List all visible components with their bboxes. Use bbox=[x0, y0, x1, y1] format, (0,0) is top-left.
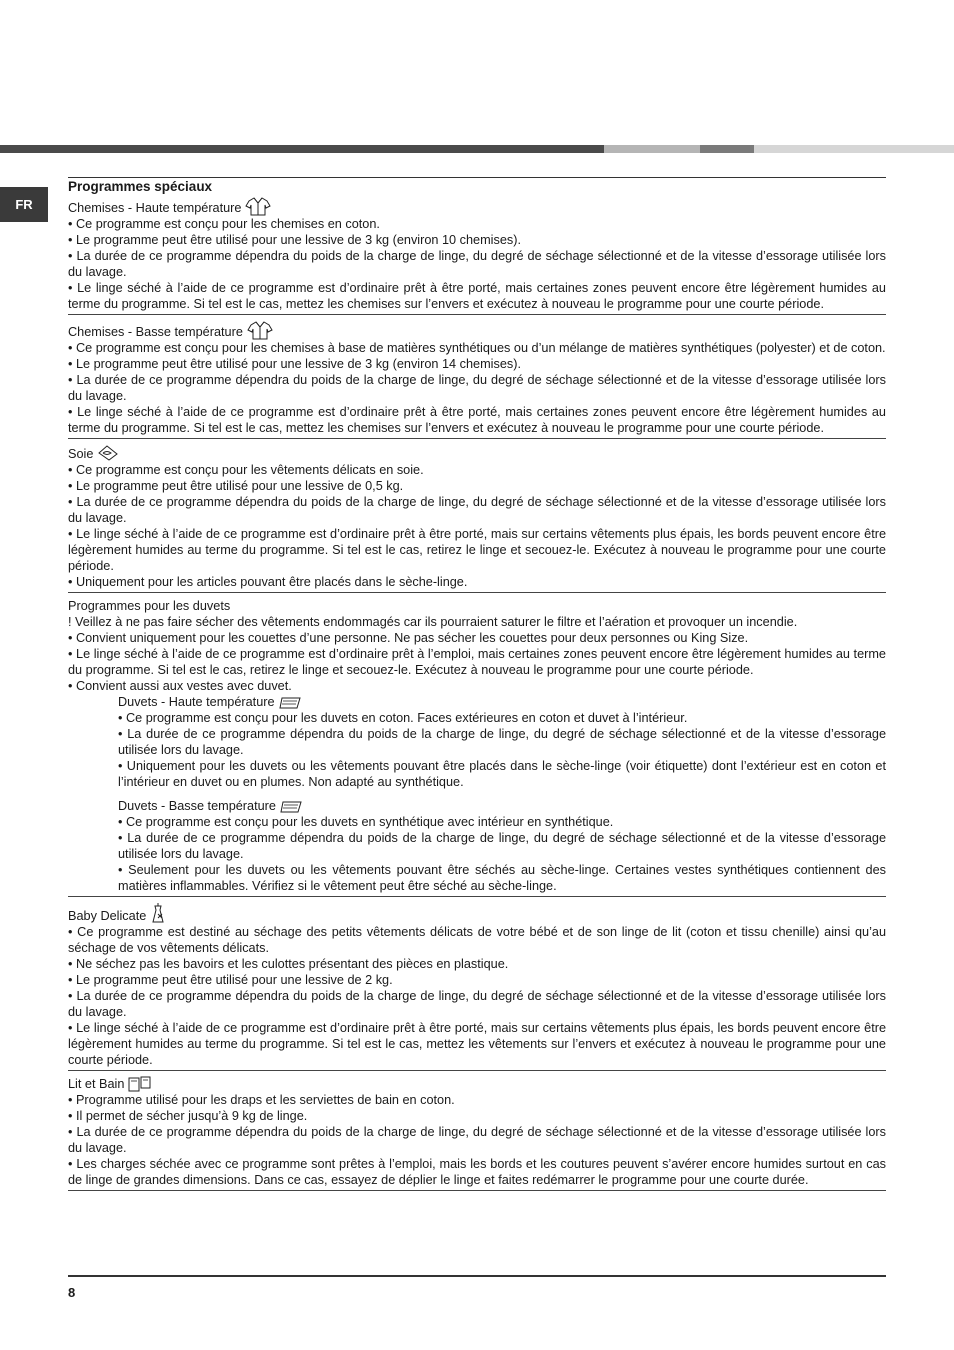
section-line: • Les charges séchée avec ce programme sont prêtes à l’emploi, mais les bords et les coutures peuvent s’avérer encore humides surtout en cas de linge de grandes dimensions. Dans ce cas, essayez de déplier le linge et faites redémarrer le programme pour une courte durée. bbox=[68, 1157, 886, 1187]
section-line: • Ce programme est conçu pour les vêtements délicats en soie. bbox=[68, 463, 424, 477]
section-line: • La durée de ce programme dépendra du poids de la charge de linge, du degré de séchage sélectionné et de la vitesse d’essorage utilisée lors du lavage. bbox=[68, 989, 886, 1019]
section-title: Baby Delicate bbox=[68, 909, 147, 923]
section-line: • Ne séchez pas les bavoirs et les culottes présentant des pièces en plastique. bbox=[68, 957, 509, 971]
warning-line: ! Veillez à ne pas faire sécher des vêtements endommagés car ils pourraient saturer le filtre et l’aération et provoquer un incendie. bbox=[68, 615, 798, 629]
header-color-bar bbox=[0, 145, 954, 153]
section-title: Chemises - Basse température bbox=[68, 325, 243, 339]
section-line: • La durée de ce programme dépendra du poids de la charge de linge, du degré de séchage sélectionné et de la vitesse d’essorage utilisée lors du lavage. bbox=[118, 727, 886, 757]
section-line: • Le programme peut être utilisé pour une lessive de 0,5 kg. bbox=[68, 479, 404, 493]
section-line: • Le linge séché à l’aide de ce programme est d’ordinaire prêt à l’emploi, mais certaines zones peuvent encore être légèrement humides au terme du programme. Si tel est le cas, retirez le linge et secouez-le. Exécutez à nouveau le programme pour une courte période. bbox=[68, 647, 886, 677]
section-title: Programmes pour les duvets bbox=[68, 599, 231, 613]
section-line: • Le programme peut être utilisé pour une lessive de 3 kg (environ 14 chemises). bbox=[68, 357, 521, 371]
footer-rule bbox=[68, 1275, 886, 1277]
section-line: • Uniquement pour les duvets ou les vêtements pouvant être placés dans le sèche-linge (voir étiquette) dont l’extérieur est en coton et l’intérieur en duvet ou en plumes. Non adapté au synthétique. bbox=[118, 759, 886, 789]
section-line: • Le linge séché à l’aide de ce programme est d’ordinaire prêt à être porté, mais certaines zones peuvent encore être légèrement humides au terme du programme. Si tel est le cas, mettez les chemises sur l’envers et exécutez à nouveau le programme pour une courte période. bbox=[68, 281, 886, 311]
duvet-icon bbox=[280, 800, 302, 814]
language-tab: FR bbox=[0, 187, 48, 222]
baby-bib-icon bbox=[150, 902, 166, 924]
section-baby-delicate bbox=[68, 902, 886, 1071]
section-title: Soie bbox=[68, 447, 94, 461]
subsection-duvets-basse bbox=[68, 798, 886, 894]
page-content bbox=[68, 177, 886, 1196]
shirt-icon bbox=[247, 320, 273, 340]
duvet-icon bbox=[279, 696, 301, 710]
section-line: • Convient aussi aux vestes avec duvet. bbox=[68, 679, 292, 693]
section-line: • Convient uniquement pour les couettes d’une personne. Ne pas sécher les couettes pour deux personnes ou King Size. bbox=[68, 631, 749, 645]
section-line: • La durée de ce programme dépendra du poids de la charge de linge, du degré de séchage sélectionné et de la vitesse d’essorage utilisée lors du lavage. bbox=[68, 495, 886, 525]
subsection-title: Duvets - Basse température bbox=[118, 799, 276, 813]
section-line: • Seulement pour les duvets ou les vêtements pouvant être séchés au sèche-linge. Certaines vestes synthétiques contiennent des matières inflammables. Vérifiez si le vêtement peut être séché au sèche-linge. bbox=[118, 863, 886, 893]
section-line: • La durée de ce programme dépendra du poids de la charge de linge, du degré de séchage sélectionné et de la vitesse d’essorage utilisée lors du lavage. bbox=[68, 373, 886, 403]
section-chemises-basse bbox=[68, 320, 886, 439]
section-line: • Le linge séché à l’aide de ce programme est d’ordinaire prêt à être porté, mais certaines zones peuvent encore être légèrement humides au terme du programme. Si tel est le cas, mettez les chemises sur l’envers et exécutez à nouveau le programme pour une courte période. bbox=[68, 405, 886, 435]
section-title: Lit et Bain bbox=[68, 1077, 125, 1091]
section-line: • Ce programme est conçu pour les chemises en coton. bbox=[68, 217, 380, 231]
section-soie bbox=[68, 444, 886, 593]
shirt-icon bbox=[245, 196, 271, 216]
page-number: 8 bbox=[68, 1285, 76, 1300]
section-line: • La durée de ce programme dépendra du poids de la charge de linge, du degré de séchage sélectionné et de la vitesse d’essorage utilisée lors du lavage. bbox=[68, 1125, 886, 1155]
subsection-title: Duvets - Haute température bbox=[118, 695, 275, 709]
section-line: • Ce programme est conçu pour les duvets en synthétique avec intérieur en synthétique. bbox=[118, 815, 614, 829]
section-line: • La durée de ce programme dépendra du poids de la charge de linge, du degré de séchage sélectionné et de la vitesse d’essorage utilisée lors du lavage. bbox=[68, 249, 886, 279]
section-chemises-haute bbox=[68, 196, 886, 315]
section-line: • Ce programme est destiné au séchage des petits vêtements délicats de votre bébé et de son linge de lit (coton et tissu chenille) ainsi qu’au séchage de vos vêtements délicats. bbox=[68, 925, 886, 955]
section-line: • La durée de ce programme dépendra du poids de la charge de linge, du degré de séchage sélectionné et de la vitesse d’essorage utilisée lors du lavage. bbox=[118, 831, 886, 861]
section-line: • Programme utilisé pour les draps et les serviettes de bain en coton. bbox=[68, 1093, 455, 1107]
section-title: Chemises - Haute température bbox=[68, 201, 242, 215]
bed-bath-icon bbox=[128, 1076, 152, 1092]
section-line: • Le programme peut être utilisé pour une lessive de 3 kg (environ 10 chemises). bbox=[68, 233, 521, 247]
silk-icon bbox=[97, 444, 119, 462]
page-title: Programmes spéciaux bbox=[68, 179, 213, 194]
subsection-duvets-haute bbox=[68, 694, 886, 790]
section-duvets bbox=[68, 598, 886, 897]
section-line: • Ce programme est conçu pour les duvets en coton. Faces extérieures en coton et duvet à l’intérieur. bbox=[118, 711, 688, 725]
section-lit-bain bbox=[68, 1076, 886, 1191]
section-line: • Le linge séché à l’aide de ce programme est d’ordinaire prêt à être porté, mais sur certains vêtements plus épais, les bords peuvent encore être légèrement humides au terme du programme. Si tel est le cas, mettez les vêtements sur l’envers et exécutez à nouveau le programme pour une courte période. bbox=[68, 1021, 886, 1067]
section-line: • Le linge séché à l’aide de ce programme est d’ordinaire prêt à être porté, mais sur certains vêtements plus épais, les bords peuvent encore être légèrement humides au terme du programme. Si tel est le cas, retirez le linge et secouez-le. Exécutez à nouveau le programme pour une courte période. bbox=[68, 527, 886, 573]
section-line: • Ce programme est conçu pour les chemises à base de matières synthétiques ou d’un mélange de matières synthétiques (polyester) et de coton. bbox=[68, 341, 886, 355]
section-line: • Le programme peut être utilisé pour une lessive de 2 kg. bbox=[68, 973, 393, 987]
section-line: • Il permet de sécher jusqu’à 9 kg de linge. bbox=[68, 1109, 308, 1123]
section-line: • Uniquement pour les articles pouvant être placés dans le sèche-linge. bbox=[68, 575, 468, 589]
